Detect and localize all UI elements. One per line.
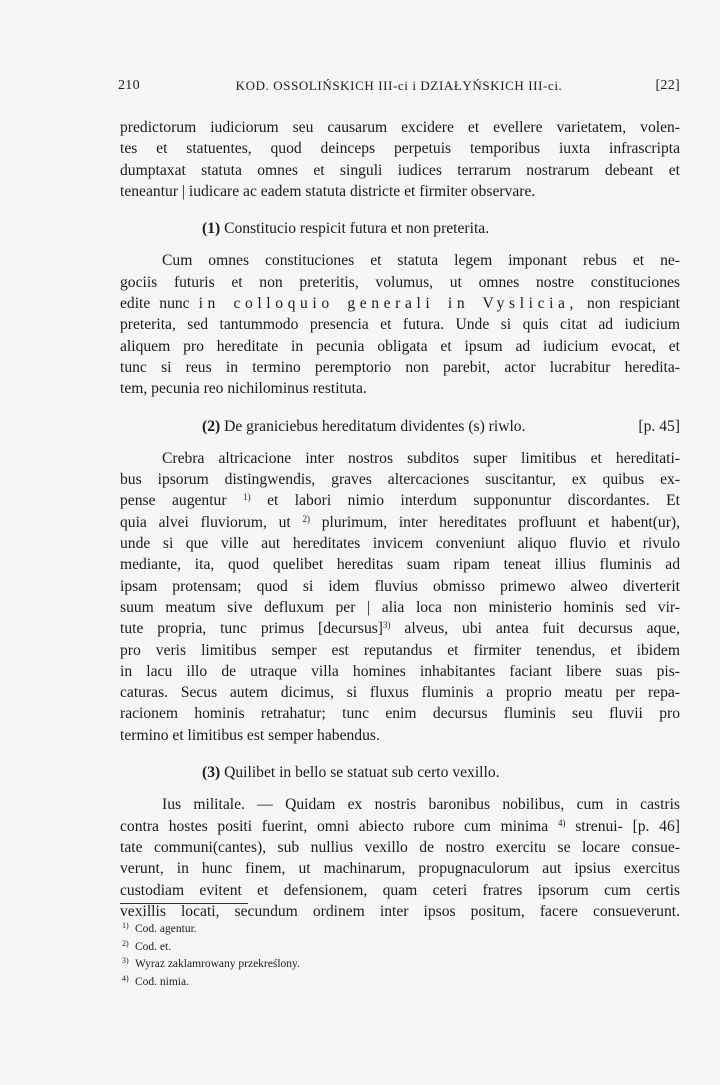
- footnote-marker: 1): [243, 492, 251, 503]
- section-number: (2): [202, 417, 221, 435]
- text-line: [120, 618, 680, 639]
- footnote-text: Cod. agentur.: [135, 923, 197, 935]
- main-text: [120, 117, 680, 922]
- text-line: Cum omnes constituciones et statuta legem imponant rebus et ne-: [162, 252, 680, 270]
- text-line: tate communi(cantes), sub nullius vexillo de nostro exercitu se locare consue-: [120, 838, 680, 856]
- section-title: Quilibet in bello se statuat sub certo vexillo.: [224, 764, 500, 782]
- section-heading-2: [120, 416, 680, 437]
- footnote-mark: 1): [122, 921, 129, 930]
- text-line: [120, 512, 680, 533]
- text-line: bus ipsorum distingwendis, graves altercaciones suscitantur, ex quibus ex-: [120, 471, 680, 489]
- paragraph-section-1: [120, 250, 680, 399]
- spaced-text: in colloquio generali in Vyslicia,: [198, 295, 579, 313]
- text-segment: tute propria, tunc primus [decursus]: [120, 620, 383, 638]
- text-segment: strenui-: [575, 817, 623, 835]
- footnote-marker: 2): [302, 513, 310, 524]
- text-line: tunc si reus in termino peremptorio non parebit, actor lucrabitur heredita-: [120, 358, 680, 376]
- text-line: gociis futuris et non preteritis, volumus, ut omnes nostre constituciones: [120, 273, 680, 291]
- text-line: racionem hominis retrahatur; tunc enim decursus fluminis seu fluvii pro: [120, 705, 680, 723]
- text-line: dumptaxat statuta omnes et singuli iudices terrarum nostrarum debeant et: [120, 161, 680, 179]
- footnote-text: Cod. nimia.: [135, 975, 189, 988]
- footnote-marker: 3): [383, 620, 391, 631]
- text-segment: quia alvei fluviorum, ut: [120, 513, 291, 531]
- section-title: Constitucio respicit futura et non preterita.: [224, 220, 490, 238]
- footnote-text: Wyraz zaklamrowany przekreślony.: [135, 958, 300, 970]
- text-line: aliquem pro hereditate in pecunia obligata et ipsum ad iudicium evocat, et: [120, 337, 680, 355]
- text-line: [120, 816, 680, 837]
- text-segment: alveus, ubi antea fuit decursus aque,: [404, 620, 680, 638]
- page-marker: [p. 46]: [632, 817, 680, 835]
- section-heading-3: [120, 762, 680, 783]
- paragraph-section-2: [120, 448, 680, 746]
- text-line: teneantur | iudicare ac eadem statuta districte et firmiter observare.: [120, 182, 536, 200]
- text-line: preterita, sed tantummodo presencia et futura. Unde si quis citat ad iudicium: [120, 316, 680, 334]
- text-line: tes et statuentes, quod deinceps perpetuis temporibus iuxta infrascripta: [120, 140, 680, 158]
- footnote: [122, 974, 300, 992]
- footnote: [122, 956, 300, 974]
- text-line: termino et limitibus est semper habendus.: [120, 726, 380, 744]
- text-line: mediante, ita, quod quelibet hereditas suam ripam teneat illius fluminis ad: [120, 556, 680, 574]
- footnotes: [122, 921, 300, 991]
- page-header: [118, 78, 680, 98]
- section-number: (3): [202, 764, 221, 782]
- footnote: [122, 939, 300, 957]
- section-heading-1: [120, 218, 680, 239]
- text-line: caturas. Secus autem dicimus, si fluxus fluminis a proprio meatu per repa-: [120, 684, 680, 702]
- footnote-divider: [120, 903, 248, 904]
- text-segment: edite nunc: [120, 295, 190, 313]
- footnote-mark: 3): [122, 956, 129, 965]
- text-line: unde si que ville aut hereditates invicem conveniunt aliquo fluvio et rivulo: [120, 535, 680, 553]
- text-line: custodiam evitent et defensionem, quam ceteri fratres ipsorum cum certis: [120, 881, 680, 899]
- text-line: [120, 293, 680, 314]
- footnote-marker: 4): [557, 817, 566, 828]
- footnote-mark: 2): [122, 938, 129, 948]
- section-title: De graniciebus hereditatum dividentes (s) riwlo.: [224, 417, 526, 435]
- footnote-mark: 4): [122, 973, 129, 983]
- text-segment: pense augentur: [120, 492, 227, 510]
- text-line: pro veris limitibus semper est reputandus et firmiter tenendus, et ibidem: [120, 641, 680, 659]
- text-line: tem, pecunia reo nichilominus restituta.: [120, 380, 367, 398]
- section-reference: [22]: [655, 78, 680, 93]
- intro-paragraph: [120, 117, 680, 202]
- text-segment: non respiciant: [587, 295, 681, 313]
- text-line: in lacu illo de utraque villa homines inhabitantes faciant libere suas pis-: [120, 662, 680, 680]
- text-line: Crebra altricacione inter nostros subditos super limitibus et hereditati-: [162, 449, 680, 467]
- footnote: [122, 921, 300, 939]
- text-line: verunt, in hunc finem, ut machinarum, propugnaculorum aut ipsius exercitus: [120, 860, 680, 878]
- text-segment: et labori nimio interdum supponuntur discordantes. Et: [267, 492, 680, 510]
- page-number: 210: [118, 78, 140, 93]
- text-segment: plurimum, inter hereditates profluunt et habent(ur),: [321, 513, 680, 531]
- text-line: ipsam protensam; quod si idem fluvius obmisso primewo alweo diverterit: [120, 577, 680, 595]
- running-title: KOD. OSSOLIŃSKICH III-ci i DZIAŁYŃSKICH III-ci.: [235, 78, 563, 93]
- text-line: predictorum iudiciorum seu causarum excidere et evellere varietatem, volen-: [120, 119, 680, 136]
- footnote-text: Cod. et.: [135, 940, 172, 953]
- text-line: Ius militale. — Quidam ex nostris baronibus nobilibus, cum in castris: [162, 796, 680, 814]
- text-line: [120, 490, 680, 511]
- section-number: (1): [202, 220, 221, 238]
- page-marker: [p. 45]: [638, 417, 680, 435]
- text-line: suum meatum sive defluxum per | alia loca non ministerio hominis sed vir-: [120, 598, 680, 616]
- text-line: vexillis locati, secundum ordinem inter ipsos positum, facere consueverunt.: [120, 902, 680, 920]
- text-segment: contra hostes positi fuerint, omni abiecto rubore cum minima: [120, 817, 549, 835]
